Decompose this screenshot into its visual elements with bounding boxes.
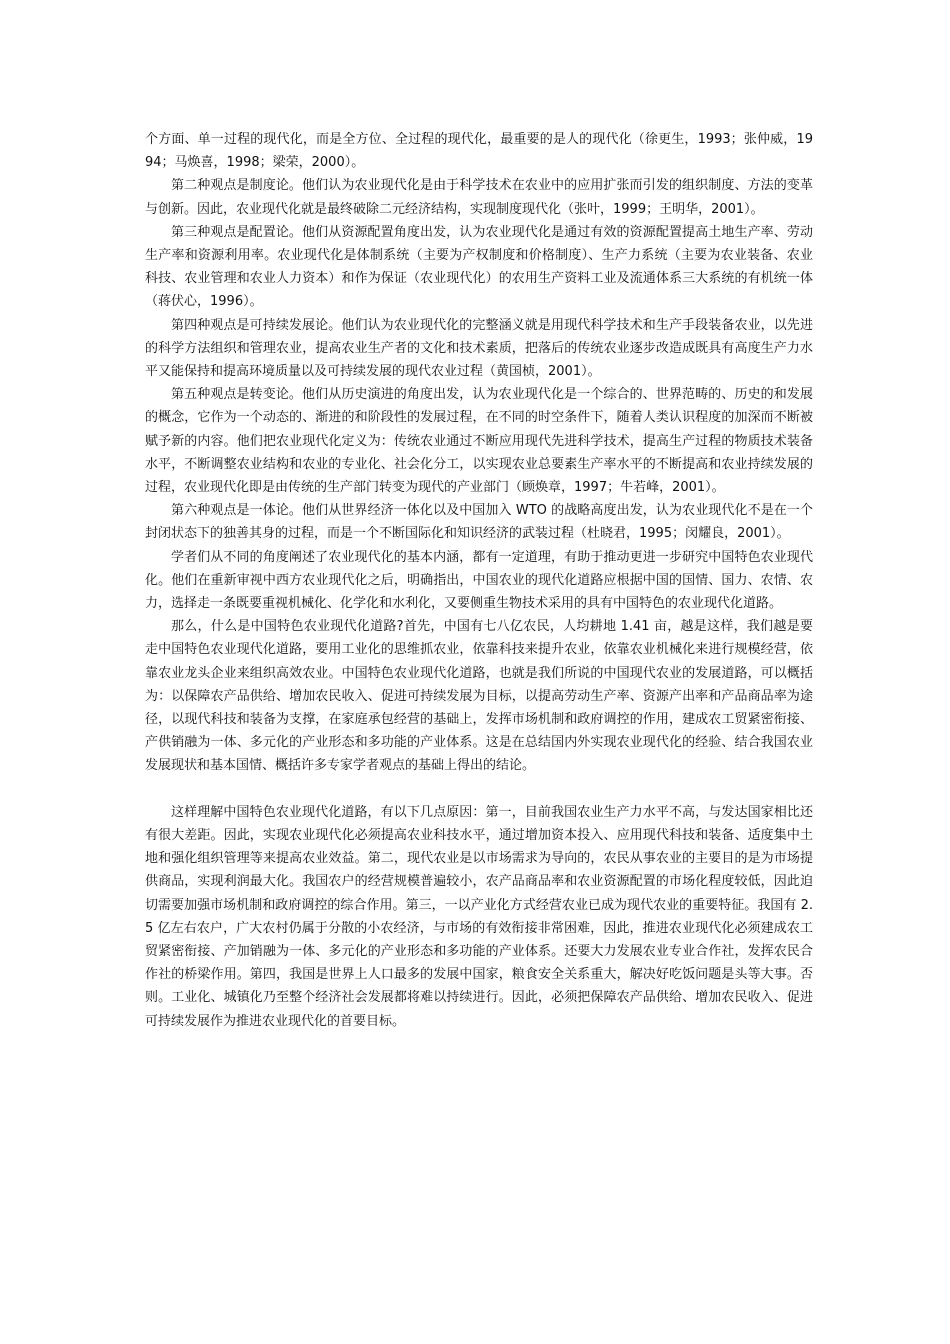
paragraph-chinese-path-definition: 那么，什么是中国特色农业现代化道路?首先，中国有七八亿农民，人均耕地 1.41 亩，越是这样，我们越是要走中国特色农业现代化道路，要用工业化的思维抓农业，依靠科技来提升农业，依靠农业机械化来进行规模经营，依靠农业龙头企业来组织高效农业。中国特色农业现代化道路，也就是我们所说的中国现代农业的发展道路，可以概括为：以保障农产品供给、增加农民收入、促进可持续发展为目标，以提高劳动生产率、资源产出率和产品商品率为途径，以现代科技和装备为支撑，在家庭承包经营的基础上，发挥市场机制和政府调控的作用，建成农工贸紧密衔接、产供销融为一体、多元化的产业形态和多功能的产业体系。这是在总结国内外实现农业现代化的经验、结合我国农业发展现状和基本国情、概括许多专家学者观点的基础上得出的结论。	[145, 619, 813, 774]
paragraph-continuation: 个方面、单一过程的现代化，而是全方位、全过程的现代化，最重要的是人的现代化（徐更生，1993；张仲威，1994；马焕喜，1998；梁荣，2000）。	[145, 132, 813, 171]
paragraph-transformation-theory: 第五种观点是转变论。他们从历史演进的角度出发，认为农业现代化是一个综合的、世界范畴的、历史的和发展的概念，它作为一个动态的、渐进的和阶段性的发展过程，在不同的时空条件下，随着人类认识程度的加深而不断被赋予新的内容。他们把农业现代化定义为：传统农业通过不断应用现代先进科学技术，提高生产过程的物质技术装备水平，不断调整农业结构和农业的专业化、社会化分工，以实现农业总要素生产率水平的不断提高和农业持续发展的过程，农业现代化即是由传统的生产部门转变为现代的产业部门（顾焕章，1997；牛若峰，2001）。	[145, 387, 813, 496]
document-body	[145, 128, 813, 1033]
paragraph-sustainability-theory: 第四种观点是可持续发展论。他们认为农业现代化的完整涵义就是用现代科学技术和生产手段装备农业，以先进的科学方法组织和管理农业，提高农业生产者的文化和技术素质，把落后的传统农业逐步改造成既具有高度生产力水平又能保持和提高环境质量以及可持续发展的现代农业过程（黄国桢，2001）。	[145, 317, 813, 380]
paragraph-scholars-summary: 学者们从不同的角度阐述了农业现代化的基本内涵，都有一定道理，有助于推动更进一步研究中国特色农业现代化。他们在重新审视中西方农业现代化之后，明确指出，中国农业的现代化道路应根据中国的国情、国力、农情、农力，选择走一条既要重视机械化、化学化和水利化，又要侧重生物技术采用的具有中国特色的农业现代化道路。	[145, 549, 813, 612]
paragraph-reasons: 这样理解中国特色农业现代化道路，有以下几点原因：第一，目前我国农业生产力水平不高，与发达国家相比还有很大差距。因此，实现农业现代化必须提高农业科技水平，通过增加资本投入、应用现代科技和装备、适度集中土地和强化组织管理等来提高农业效益。第二，现代农业是以市场需求为导向的，农民从事农业的主要目的是为市场提供商品，实现利润最大化。我国农户的经营规模普遍较小，农产品商品率和农业资源配置的市场化程度较低，因此迫切需要加强市场机制和政府调控的综合作用。第三，一以产业化方式经营农业已成为现代农业的重要特征。我国有 2.5 亿左右农户，广大农村仍属于分散的小农经济，与市场的有效衔接非常困难，因此，推进农业现代化必须建成农工贸紧密衔接、产加销融为一体、多元化的产业形态和多功能的产业体系。还要大力发展农业专业合作社，发挥农民合作社的桥梁作用。第四，我国是世界上人口最多的发展中国家，粮食安全关系重大，解决好吃饭问题是头等大事。否则。工业化、城镇化乃至整个经济社会发展都将难以持续进行。因此，必须把保障农产品供给、增加农民收入、促进可持续发展作为推进农业现代化的首要目标。	[145, 804, 813, 1029]
paragraph-allocation-theory: 第三种观点是配置论。他们从资源配置角度出发，认为农业现代化是通过有效的资源配置提高土地生产率、劳动生产率和资源利用率。农业现代化是体制系统（主要为产权制度和价格制度）、生产力系统（主要为农业装备、农业科技、农业管理和农业人力资本）和作为保证（农业现代化）的农用生产资料工业及流通体系三大系统的有机统一体（蒋伏心，1996）。	[145, 224, 813, 310]
paragraph-institution-theory: 第二种观点是制度论。他们认为农业现代化是由于科学技术在农业中的应用扩张而引发的组织制度、方法的变革与创新。因此，农业现代化就是最终破除二元经济结构，实现制度现代化（张叶，1999；王明华，2001）。	[145, 178, 813, 217]
paragraph-integration-theory: 第六种观点是一体论。他们从世界经济一体化以及中国加入 WTO 的战略高度出发，认为农业现代化不是在一个封闭状态下的独善其身的过程，而是一个不断国际化和知识经济的武装过程（杜晓君，1995；闵耀良，2001）。	[145, 503, 813, 542]
